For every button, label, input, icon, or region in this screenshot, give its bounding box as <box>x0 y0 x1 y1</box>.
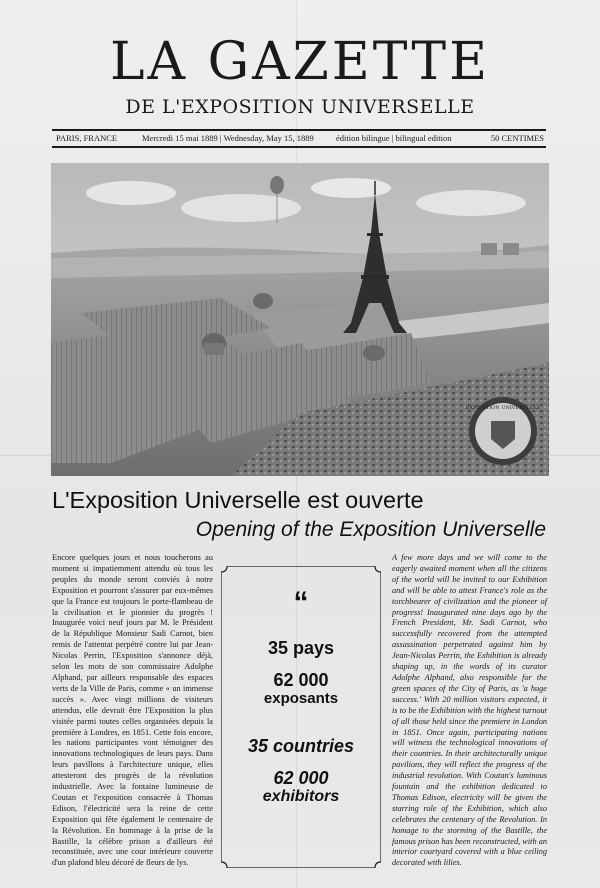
masthead-subtitle: DE L'EXPOSITION UNIVERSELLE <box>125 96 475 118</box>
article-french: Encore quelques jours et nous toucherons au moment si impatiemment attendu où tous les peuples du monde seront conviés à notre Exposition et pourront s'assurer par eux-mêmes que la France est toujours le porte-flambeau de la civilisation et le pionnier du progrès ! Inaugurée voici neuf jours par M. le Président de la République Monsieur Sadi Carnot, bien remis de l'attentat perpétré contre lui par Jean-Nicolas Perrin, l'Exposition s'annonce déjà, selon les mots de son commissaire Adolphe Alphand, par ailleurs responsable des espaces verts de la Ville de Paris, comme « un immense succès ». Avec vingt millions de visiteurs attendus, elle devrait être l'Exposition la plus visitée parmi toutes celles organisées depuis la première à Londres, en 1851. Cette fois encore, les nations participantes vont témoigner des innovations technologiques de leurs pays. Dans leurs pavillons à l'architecture unique, elles attesteront des progrès de la révolution industrielle. Avec la fontaine lumineuse de Coutan et l'exposition consacrée à Thomas Edison, l'électricité sera la reine de cette Exposition qui fête également le centenaire de la Révolution. En hommage à la prise de la Bastille, la célèbre prison a d'ailleurs été reconstituée, avec une cour intérieure couverte d'un plafond bleu décoré de fleurs de lys. <box>52 553 213 868</box>
masthead-title: LA GAZETTE <box>109 32 491 92</box>
svg-text:EXPOSITION UNIVERSELLE: EXPOSITION UNIVERSELLE <box>465 405 541 411</box>
article-english: A few more days and we will come to the eagerly awaited moment when all the citizens of the world will be invited to our Exhibition and will be able to attest France's role as the torchbearer of civilization and the pioneer of progress! Inaugurated nine days ago by the French President, Mr. Sadi Carnot, who successfully recovered from the attempted assassination perpetrated against him by Jean-Nicolas Perrin, the Exhibition is already shaping up, in the words of its curator Adolphe Alphand, also responsible for the green spaces of the City of Paris, as 'a huge success.' With 20 million visitors expected, it is to be the Exhibition with the highest turnout of all those held since the premiere in London in 1851. Once again, participating nations will witness the technological innovations of their countries. In their architecturally unique pavilions, they will reflect the progress of the industrial revolution. With Coutan's luminous fountain and the exhibition dedicated to Thomas Edison, electricity will be given the starring role of the Exhibition, which also celebrates the centenary of the Revolution. In homage to the storming of the Bastille, the famous prison has been reconstructed, with an interior courtyard covered with a blue ceiling decorated with lilies. <box>392 553 547 868</box>
divider <box>52 129 546 131</box>
stat-countries-fr: 35 pays <box>267 638 335 658</box>
subheadline: Opening of the Exposition Universelle <box>195 518 546 541</box>
exposition-illustration <box>51 163 549 476</box>
dateline-date: Mercredi 15 mai 1889 | Wednesday, May 15, 1889 <box>142 133 314 143</box>
stat-countries-en: 35 countries <box>247 736 355 756</box>
stat-exhibitors-num-en: 62 000 <box>273 768 329 788</box>
quote-mark-icon: “ <box>293 586 309 619</box>
dateline-place: PARIS, FRANCE <box>56 133 118 143</box>
dateline-edition: édition bilingue | bilingual edition <box>336 133 452 143</box>
headline: L'Exposition Universelle est ouverte <box>52 487 424 513</box>
stat-exhibitors-num-fr: 62 000 <box>273 670 329 690</box>
stat-exhibitors-label-fr: exposants <box>263 690 339 707</box>
dateline-price: 50 CENTIMES <box>490 133 544 143</box>
pull-quote <box>221 566 381 868</box>
dateline <box>56 133 544 147</box>
stat-exhibitors-label-en: exhibitors <box>262 788 340 805</box>
